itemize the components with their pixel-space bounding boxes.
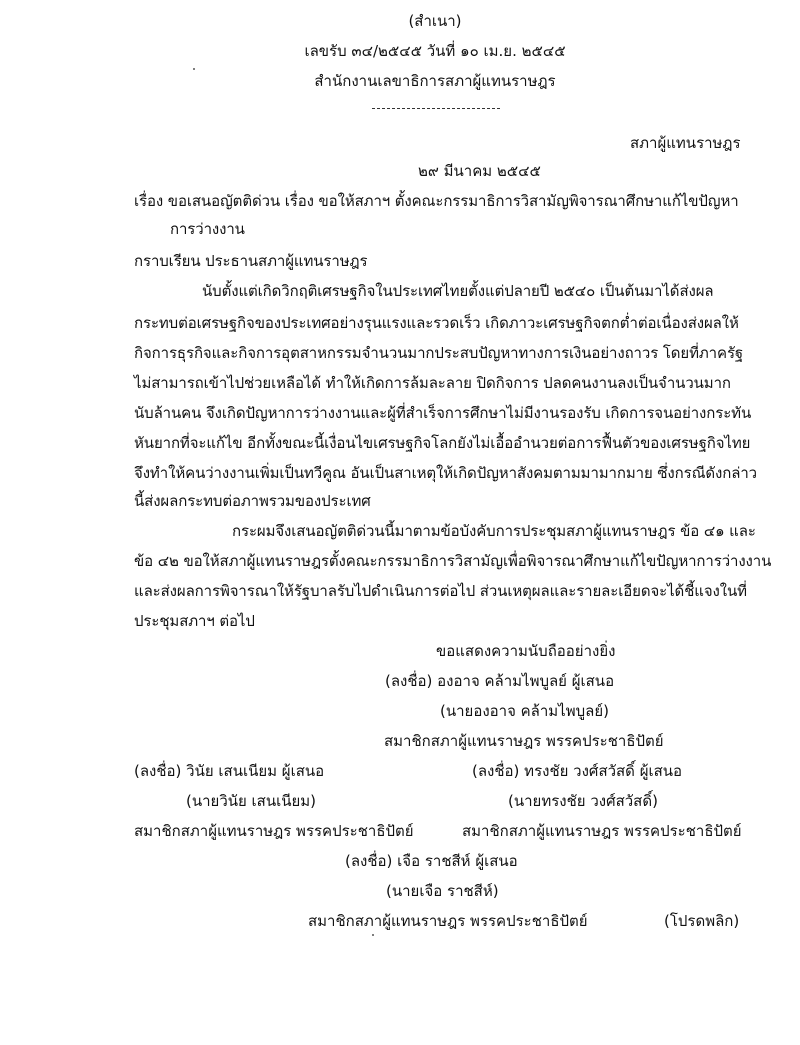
paragraph-1-line: ไม่สามารถเข้าไปช่วยเหลือได้ ทำให้เกิดการล้มละลาย ปิดกิจการ ปลดคนงานลงเป็นจำนวนมาก	[134, 374, 731, 392]
paragraph-2-line: ประชุมสภาฯ ต่อไป	[134, 612, 255, 630]
subject-line-2: การว่างงาน	[170, 220, 245, 238]
paragraph-1-line: นับล้านคน จึงเกิดปัญหาการว่างงานและผู้ที่สำเร็จการศึกษาไม่มีงานรองรับ เกิดการจนอย่างกระทัน	[134, 404, 752, 422]
paragraph-1-line: หันยากที่จะแก้ไข อีกทั้งขณะนี้เงื่อนไขเศรษฐกิจโลกยังไม่เอื้ออำนวยต่อการฟื้นตัวของเศรษฐกิจไทย	[134, 434, 751, 452]
copy-label: (สำเนา)	[408, 12, 462, 30]
signatory-name-4: (นายเจือ ราชสีห์)	[386, 882, 499, 900]
letter-date: ๒๙ มีนาคม ๒๕๔๕	[418, 162, 541, 180]
turn-page-note: (โปรดพลิก)	[664, 912, 740, 930]
signatory-name-2: (นายวินัย เสนเนียม)	[186, 792, 316, 810]
scan-speck	[372, 934, 374, 936]
signatory-role-2: สมาชิกสภาผู้แทนราษฎร พรรคประชาธิปัตย์	[134, 822, 414, 840]
paragraph-1-line: กิจการธุรกิจและกิจการอุตสาหกรรมจำนวนมากประสบปัญหาทางการเงินอย่างถาวร โดยที่ภาครัฐ	[134, 344, 744, 362]
letter-place: สภาผู้แทนราษฎร	[630, 134, 741, 152]
paragraph-1-line: นับตั้งแต่เกิดวิกฤติเศรษฐกิจในประเทศไทยตั้งแต่ปลายปี ๒๕๔๐ เป็นต้นมาได้ส่งผล	[202, 282, 714, 300]
paragraph-2-line: กระผมจึงเสนอญัตติด่วนนี้มาตามข้อบังคับการประชุมสภาผู้แทนราษฎร ข้อ ๔๑ และ	[232, 522, 756, 540]
signature-line-4: (ลงชื่อ) เจือ ราชสีห์ ผู้เสนอ	[345, 852, 518, 870]
signatory-role-4: สมาชิกสภาผู้แทนราษฎร พรรคประชาธิปัตย์	[308, 912, 588, 930]
closing-line: ขอแสดงความนับถืออย่างยิ่ง	[436, 642, 616, 660]
signature-line-2: (ลงชื่อ) วินัย เสนเนียม ผู้เสนอ	[134, 762, 325, 780]
signature-line-3: (ลงชื่อ) ทรงชัย วงศ์สวัสดิ์ ผู้เสนอ	[472, 762, 683, 780]
separator-line	[372, 108, 500, 109]
secretariat-office: สำนักงานเลขาธิการสภาผู้แทนราษฎร	[314, 72, 556, 90]
signature-line-1: (ลงชื่อ) องอาจ คล้ามไพบูลย์ ผู้เสนอ	[385, 672, 615, 690]
paragraph-2-line: ข้อ ๔๒ ขอให้สภาผู้แทนราษฎรตั้งคณะกรรมาธิการวิสามัญเพื่อพิจารณาศึกษาแก้ไขปัญหาการว่างงาน	[134, 552, 772, 570]
signatory-role-1: สมาชิกสภาผู้แทนราษฎร พรรคประชาธิปัตย์	[384, 732, 664, 750]
paragraph-1-line: กระทบต่อเศรษฐกิจของประเทศอย่างรุนแรงและรวดเร็ว เกิดภาวะเศรษฐกิจตกต่ำต่อเนื่องส่งผลให้	[134, 314, 739, 332]
scan-speck	[193, 68, 195, 70]
signatory-role-3: สมาชิกสภาผู้แทนราษฎร พรรคประชาธิปัตย์	[462, 822, 742, 840]
subject-line-1: เรื่อง ขอเสนอญัตติด่วน เรื่อง ขอให้สภาฯ ตั้งคณะกรรมาธิการวิสามัญพิจารณาศึกษาแก้ไขปัญหา	[134, 192, 739, 210]
signatory-name-1: (นายองอาจ คล้ามไพบูลย์)	[440, 702, 609, 720]
receipt-number: เลขรับ ๓๔/๒๕๔๕ วันที่ ๑๐ เม.ย. ๒๕๔๕	[304, 42, 566, 60]
salutation: กราบเรียน ประธานสภาผู้แทนราษฎร	[134, 252, 368, 270]
paragraph-1-line: จึงทำให้คนว่างงานเพิ่มเป็นทวีคูณ อันเป็นสาเหตุให้เกิดปัญหาสังคมตามมามากมาย ซึ่งกรณีดังกล่าว	[134, 464, 757, 482]
paragraph-1-line: นี้ส่งผลกระทบต่อภาพรวมของประเทศ	[134, 492, 371, 510]
paragraph-2-line: และส่งผลการพิจารณาให้รัฐบาลรับไปดำเนินการต่อไป ส่วนเหตุผลและรายละเอียดจะได้ชี้แจงในที่	[134, 582, 747, 600]
signatory-name-3: (นายทรงชัย วงศ์สวัสดิ์)	[508, 792, 658, 810]
